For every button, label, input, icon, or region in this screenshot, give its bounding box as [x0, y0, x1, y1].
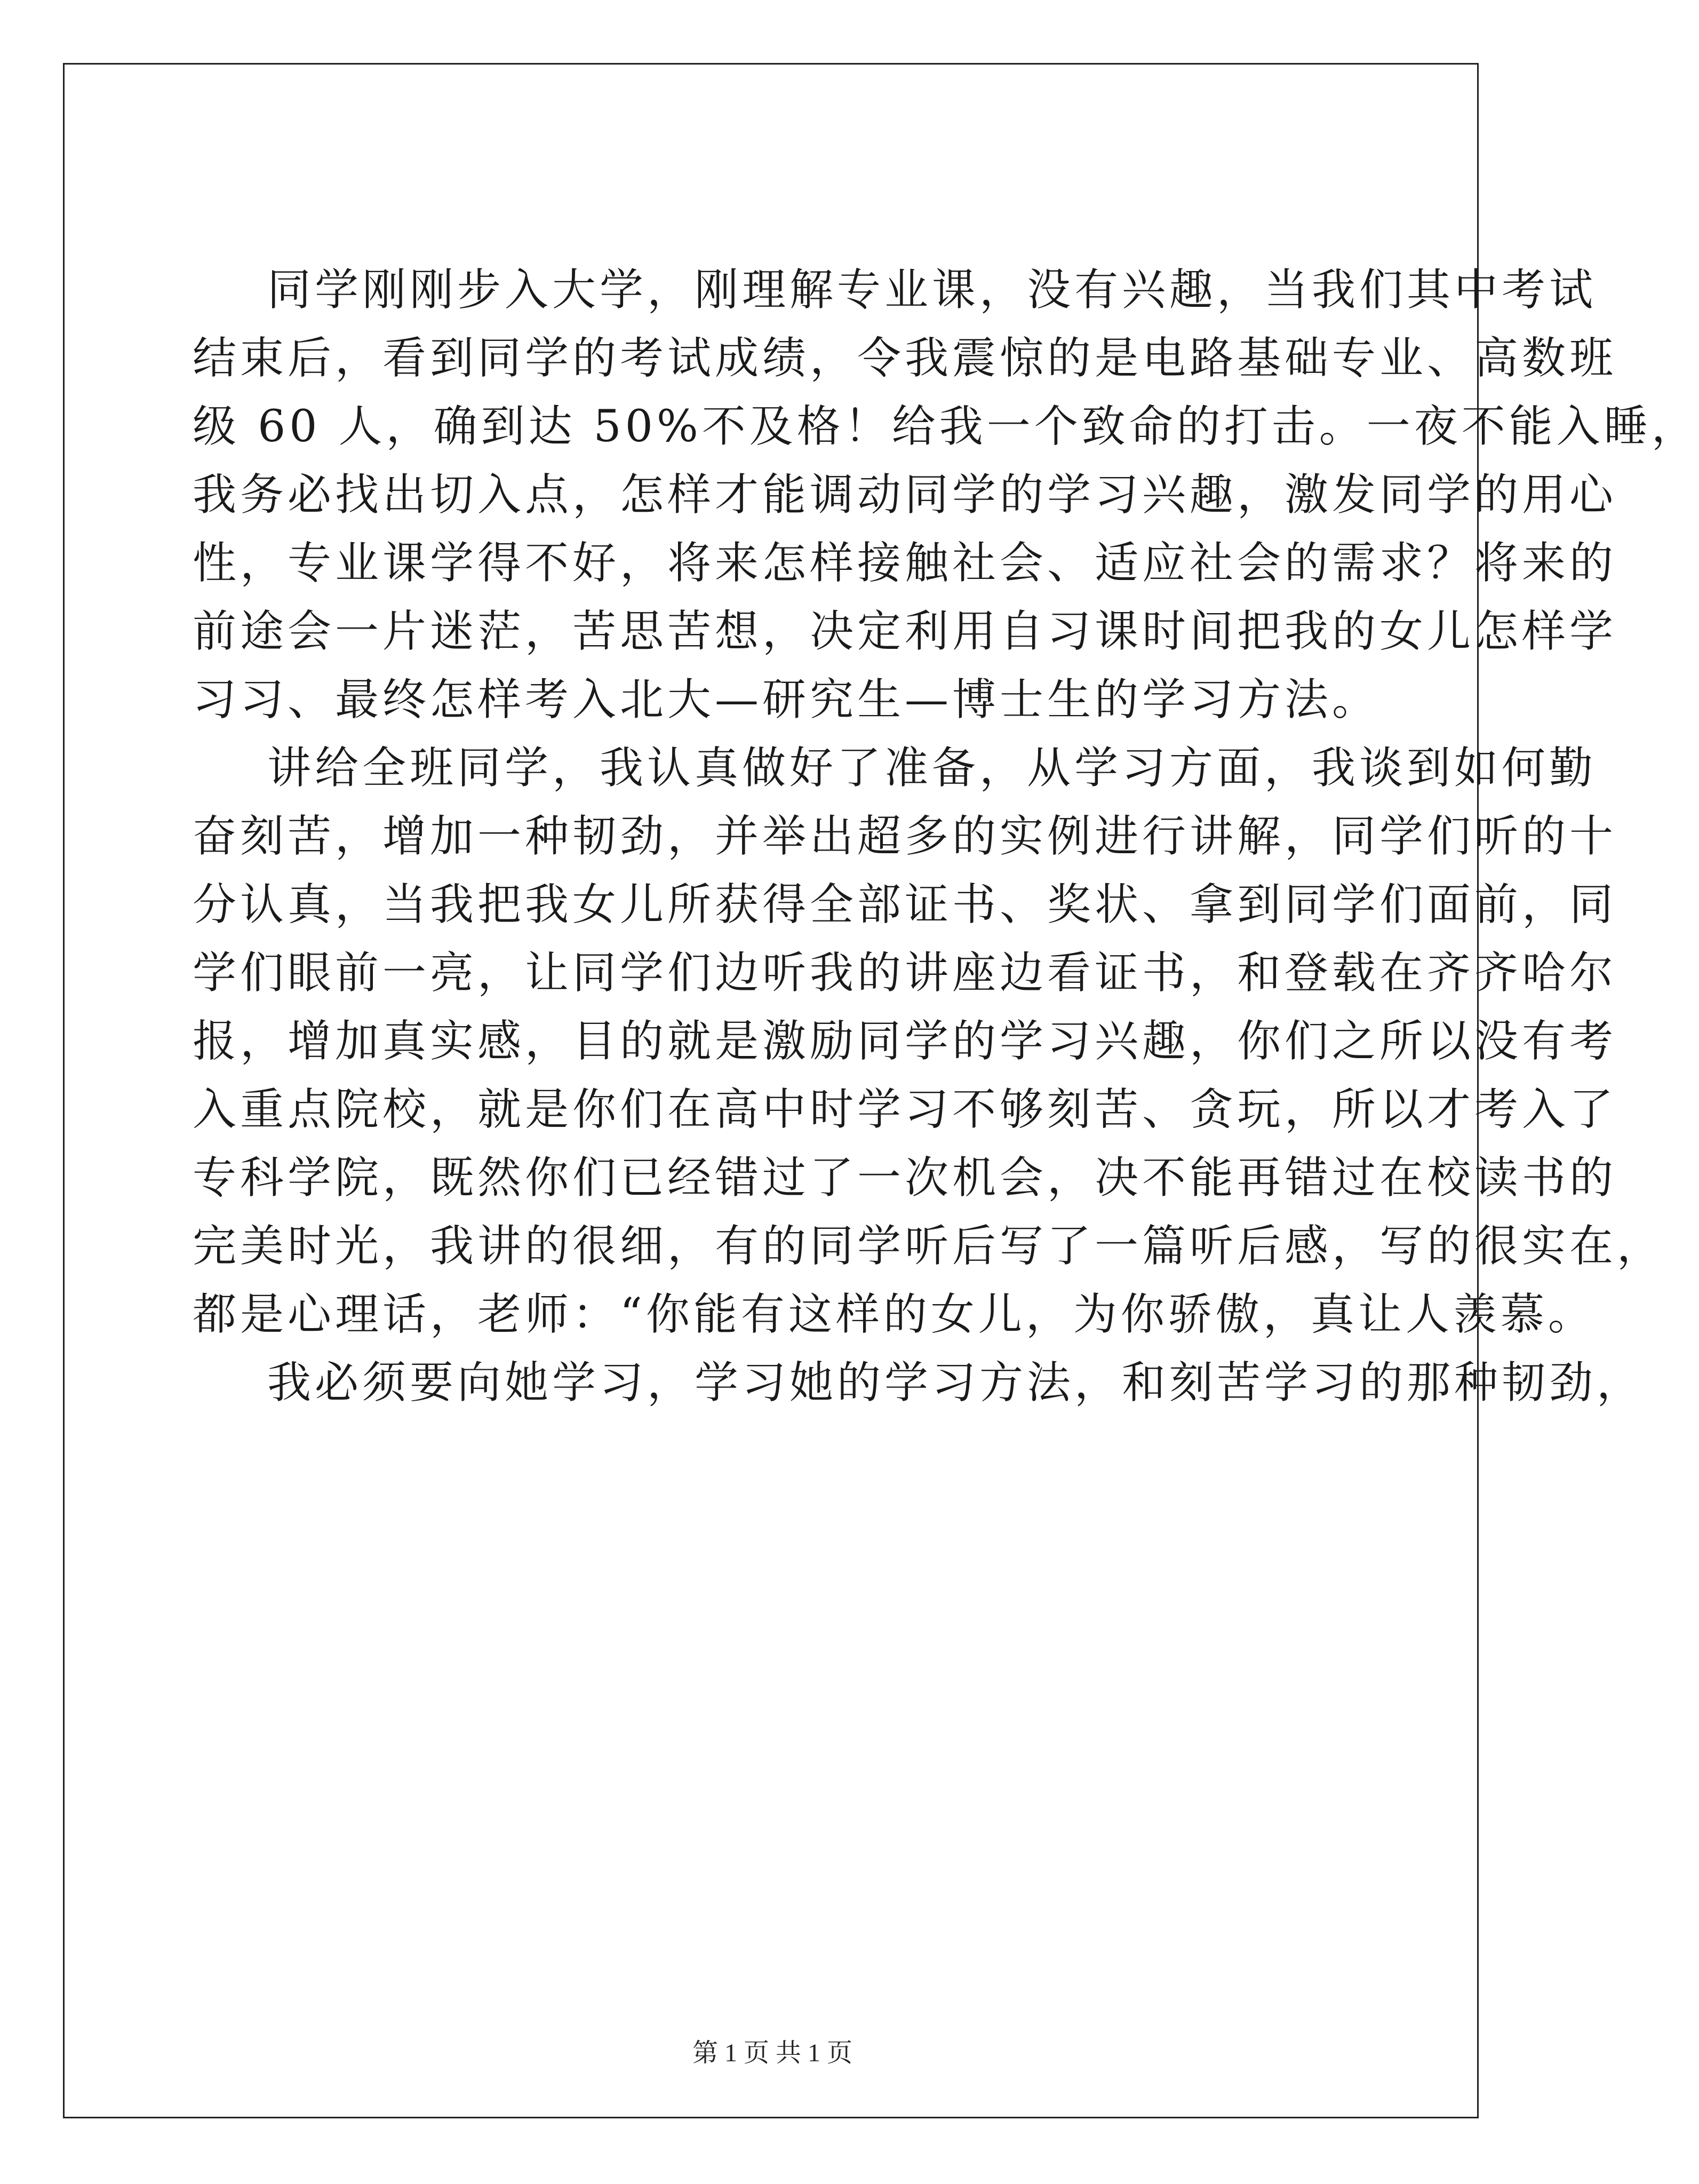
text-line: 前途会一片迷茫，苦思苦想，决定利用自习课时间把我的女儿怎样学	[193, 606, 1617, 657]
text-line: 性，专业课学得不好，将来怎样接触社会、适应社会的需求？将来的	[193, 538, 1617, 589]
text-line: 报，增加真实感，目的就是激励同学的学习兴趣，你们之所以没有考	[193, 1016, 1617, 1067]
text-line: 奋刻苦，增加一种韧劲，并举出超多的实例进行讲解，同学们听的十	[193, 811, 1617, 862]
text-line: 分认真，当我把我女儿所获得全部证书、奖状、拿到同学们面前，同	[193, 879, 1617, 930]
text-line: 同学刚刚步入大学，刚理解专业课，没有兴趣，当我们其中考试	[267, 265, 1597, 315]
text-line: 学们眼前一亮，让同学们边听我的讲座边看证书，和登载在齐齐哈尔	[193, 948, 1617, 998]
text-line: 入重点院校，就是你们在高中时学习不够刻苦、贪玩，所以才考入了	[193, 1084, 1617, 1135]
text-line: 我务必找出切入点，怎样才能调动同学的学习兴趣，激发同学的用心	[193, 470, 1617, 520]
text-line: 完美时光，我讲的很细，有的同学听后写了一篇听后感，写的很实在，	[193, 1221, 1665, 1272]
page-footer: 第 1 页 共 1 页	[692, 2039, 852, 2067]
text-line: 结束后，看到同学的考试成绩，令我震惊的是电路基础专业、高数班	[193, 333, 1617, 384]
text-line: 我必须要向她学习，学习她的学习方法，和刻苦学习的那种韧劲，	[267, 1357, 1645, 1408]
text-line: 习习、最终怎样考入北大—研究生—博士生的学习方法。	[193, 674, 1380, 725]
page-frame	[63, 63, 1699, 2118]
text-line: 讲给全班同学，我认真做好了准备，从学习方面，我谈到如何勤	[267, 743, 1597, 793]
text-line: 专科学院，既然你们已经错过了一次机会，决不能再错过在校读书的	[193, 1153, 1617, 1203]
text-line: 都是心理话，老师：“你能有这样的女儿，为你骄傲，真让人羡慕。	[193, 1289, 1596, 1340]
text-line: 级 60 人，确到达 50%不及格！给我一个致命的打击。一夜不能入睡，	[193, 401, 1699, 452]
